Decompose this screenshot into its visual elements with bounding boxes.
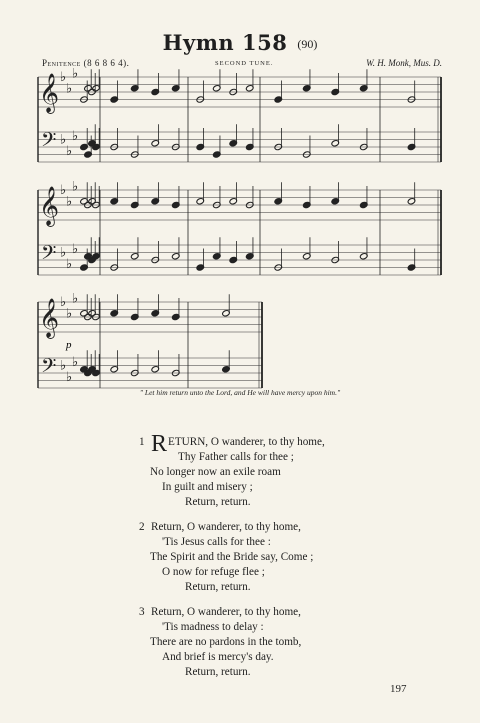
second-tune-label: SECOND TUNE. [215, 60, 274, 67]
verse-line: And brief is mercy's day. [162, 651, 274, 663]
flat-icon: ♭ [60, 295, 67, 310]
verse-2 [0, 521, 480, 606]
flat-icon: ♭ [60, 245, 67, 261]
treble-clef-icon: 𝄞 [39, 73, 60, 113]
flat-icon: ♭ [60, 183, 67, 198]
tune-name: Penitence (8 6 8 6 4). [42, 58, 130, 68]
verse-line: Return, O wanderer, to thy home, [151, 521, 301, 533]
verse-line: 'Tis madness to delay : [162, 621, 264, 633]
verse-line: There are no pardons in the tomb, [150, 636, 302, 648]
verse-line: Return, O wanderer, to thy home, [151, 606, 301, 618]
flat-icon: ♭ [66, 306, 73, 322]
flat-icon: ♭ [66, 369, 73, 385]
bass-clef-icon: 𝄢 [41, 241, 57, 269]
flat-icon: ♭ [72, 291, 79, 307]
hymn-number: (90) [297, 37, 318, 51]
verse-line: In guilt and misery ; [162, 481, 253, 493]
verse-number: 3 [139, 606, 145, 618]
flat-icon: ♭ [72, 354, 79, 370]
verse-line: The Spirit and the Bride say, Come ; [150, 551, 314, 563]
bass-clef-icon: 𝄢 [41, 354, 57, 382]
flat-icon: ♭ [60, 358, 67, 374]
verse-line: 'Tis Jesus calls for thee : [162, 536, 271, 548]
verse-line: Return, return. [185, 496, 251, 508]
verse-number: 2 [139, 521, 145, 533]
verse-3 [0, 606, 480, 691]
flat-icon: ♭ [66, 81, 73, 97]
dynamic-marking: p [66, 339, 72, 351]
treble-clef-icon: 𝄞 [39, 298, 60, 338]
page-number: 197 [390, 683, 407, 695]
flat-icon: ♭ [66, 256, 73, 272]
verse-line: O now for refuge flee ; [162, 566, 265, 578]
flat-icon: ♭ [60, 70, 67, 85]
system-1 [38, 66, 441, 162]
flat-icon: ♭ [72, 241, 79, 257]
flat-icon: ♭ [60, 132, 67, 148]
flat-icon: ♭ [72, 66, 79, 82]
verse-line: Return, return. [185, 666, 251, 678]
verse-line: ETURN, O wanderer, to thy home, [168, 436, 325, 448]
drop-cap: R [151, 431, 168, 457]
system-3 [38, 291, 262, 388]
verse-number: 1 [139, 436, 145, 448]
flat-icon: ♭ [72, 179, 79, 195]
composer: W. H. Monk, Mus. D. [366, 58, 442, 68]
verse-line: Return, return. [185, 581, 251, 593]
flat-icon: ♭ [66, 143, 73, 159]
hymn-title: Hymn 158 [162, 30, 288, 55]
epigraph: " Let him return unto the Lord, and He will have mercy upon him." [139, 388, 341, 397]
bass-clef-icon: 𝄢 [41, 128, 57, 156]
verse-line: No longer now an exile roam [150, 466, 281, 478]
flat-icon: ♭ [66, 194, 73, 210]
verse-line: Thy Father calls for thee ; [178, 451, 294, 463]
verses [0, 431, 480, 691]
system-2 [38, 179, 441, 275]
verse-1 [0, 431, 480, 521]
treble-clef-icon: 𝄞 [39, 186, 60, 226]
flat-icon: ♭ [72, 128, 79, 144]
